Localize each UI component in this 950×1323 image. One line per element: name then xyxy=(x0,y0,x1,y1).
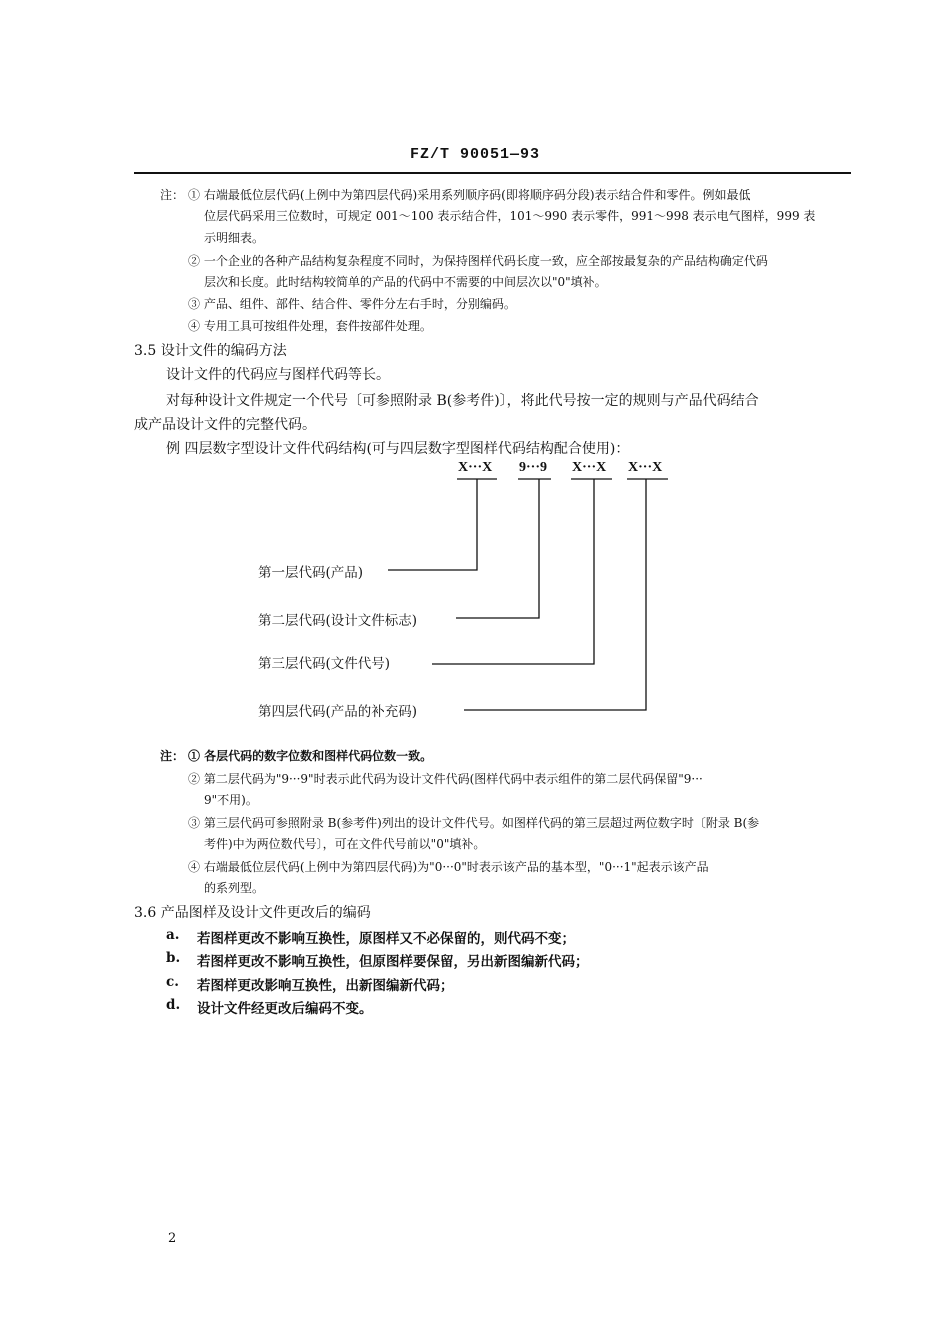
note2-3-line2: 考件)中为两位数代号〕，可在文件代号前以"0"填补。 xyxy=(204,837,486,851)
note2-1: ① 各层代码的数字位数和图样代码位数一致。 xyxy=(188,749,433,763)
list-item-marker-a: a. xyxy=(166,927,180,943)
note2-4-line2: 的系列型。 xyxy=(204,881,265,895)
connector-layer1 xyxy=(388,479,477,570)
section-3-5-para2-line1: 对每种设计文件规定一个代号〔可参照附录 B(参考件)〕，将此代号按一定的规则与产品代码结合 xyxy=(166,393,759,409)
diagram-label-layer1: 第一层代码(产品) xyxy=(258,565,364,581)
connector-layer4 xyxy=(464,479,646,710)
note2-2-line2: 9"不用)。 xyxy=(204,793,258,807)
list-item-marker-b: b. xyxy=(166,950,181,966)
connector-layer3 xyxy=(432,479,594,664)
page-number: 2 xyxy=(168,1231,177,1246)
note1-3: ③ 产品、组件、部件、结合件、零件分左右手时，分别编码。 xyxy=(188,297,516,311)
diagram-code-layer3: X···X xyxy=(572,460,607,475)
note1-1-line3: 示明细表。 xyxy=(204,231,265,245)
note1-2-line2: 层次和长度。此时结构较简单的产品的代码中不需要的中间层次以"0"填补。 xyxy=(204,275,607,289)
list-item-a: 若图样更改不影响互换性，原图样又不必保留的，则代码不变； xyxy=(197,931,575,947)
note1-1-line1: ① 右端最低位层代码(上例中为第四层代码)采用系列顺序码(即将顺序码分段)表示结合件和零件。例如最低 xyxy=(188,188,751,202)
section-3-6-heading: 3.6 产品图样及设计文件更改后的编码 xyxy=(134,905,371,921)
list-item-marker-d: d. xyxy=(166,997,181,1013)
note2-2-line1: ② 第二层代码为"9···9"时表示此代码为设计文件代码(图样代码中表示组件的第二层代码保留"9··· xyxy=(188,772,703,786)
diagram-label-layer4: 第四层代码(产品的补充码) xyxy=(258,704,418,720)
section-3-5-heading: 3.5 设计文件的编码方法 xyxy=(134,343,287,359)
diagram-code-layer4: X···X xyxy=(628,460,663,475)
note1-2-line1: ② 一个企业的各种产品结构复杂程度不同时，为保持图样代码长度一致，应全部按最复杂的产品结构确定代码 xyxy=(188,254,768,268)
document-code-header: FZ/T 90051—93 xyxy=(409,146,541,163)
note1-1-line2: 位层代码采用三位数时，可规定 001～100 表示结合件，101～990 表示零件，991～998 表示电气图样，999 表 xyxy=(204,209,816,223)
list-item-c: 若图样更改影响互换性，出新图编新代码； xyxy=(197,978,454,994)
section-3-5-para2-line2: 成产品设计文件的完整代码。 xyxy=(134,417,316,433)
notes1-prefix: 注： xyxy=(160,188,185,202)
diagram-label-layer2: 第二层代码(设计文件标志) xyxy=(258,613,418,629)
diagram-code-layer1: X···X xyxy=(458,460,493,475)
connector-layer2 xyxy=(456,479,539,618)
section-3-5-example: 例 四层数字型设计文件代码结构(可与四层数字型图样代码结构配合使用)： xyxy=(166,441,630,457)
note1-4: ④ 专用工具可按组件处理，套件按部件处理。 xyxy=(188,319,432,333)
list-item-marker-c: c. xyxy=(166,974,179,990)
notes2-prefix: 注： xyxy=(160,749,185,763)
diagram-label-layer3: 第三层代码(文件代号) xyxy=(258,656,391,672)
section-3-5-para1: 设计文件的代码应与图样代码等长。 xyxy=(166,367,390,383)
note2-3-line1: ③ 第三层代码可参照附录 B(参考件)列出的设计文件代号。如图样代码的第三层超过两位数字时〔附录 B(参 xyxy=(188,816,760,830)
list-item-b: 若图样更改不影响互换性，但原图样要保留，另出新图编新代码； xyxy=(197,954,589,970)
note2-4-line1: ④ 右端最低位层代码(上例中为第四层代码)为"0···0"时表示该产品的基本型，"0···1"起表示该产品 xyxy=(188,860,709,874)
diagram-code-layer2: 9···9 xyxy=(519,460,548,475)
list-item-d: 设计文件经更改后编码不变。 xyxy=(197,1001,373,1017)
